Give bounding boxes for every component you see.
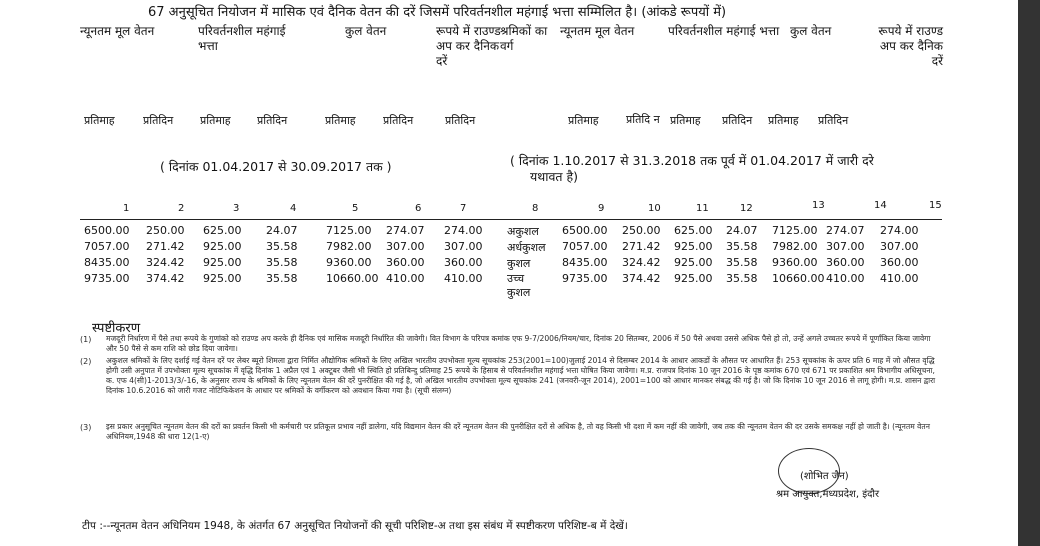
- worker-category-cell: अकुशल: [507, 225, 539, 238]
- table-cell: 10660.00: [772, 272, 825, 285]
- header-variable-da-right: परिवर्तनशील महंगाई भत्ता: [668, 24, 780, 38]
- table-cell: 360.00: [826, 256, 865, 269]
- table-cell: 9360.00: [772, 256, 818, 269]
- header-min-basic-wage-right: न्यूनतम मूल वेतन: [560, 24, 635, 38]
- worker-category-cell: उच्च कुशल: [507, 272, 531, 299]
- subheader-per-day: प्रतिदिन: [143, 114, 174, 127]
- note-1: मजदूरी निर्धारण में पैसे तथा रूपये के गुणांको को राउण्ड अप करके ही दैनिक एवं मासिक मजदूरी निर्धारित की जावेगी। वित विभाग के परिपत्र कमांक एफ 9-7/2006/नियम/चार, दिनांक 20 सितम्बर, 2006 में 50 पैसे अथवा उससे अधिक पैसे हो तो, उन्हें अगले उच्चतर रूपये में पूर्णांकित किया जावेगा और 50 पैसे से कम राशि को छोड दिया जावेगा।: [106, 334, 931, 353]
- table-cell: 360.00: [386, 256, 425, 269]
- column-number: 10: [648, 203, 661, 214]
- table-cell: 35.58: [726, 240, 758, 253]
- subheader-per-day: प्रतिदिन: [445, 114, 476, 127]
- document-title: 67 अनुसूचित नियोजन में मासिक एवं दैनिक वेतन की दरें जिसमें परिवर्तनशील महंगाई भत्ता सम्मिलित है। (आंकडे रूपयों में): [148, 5, 727, 20]
- note-marker: (2): [80, 357, 92, 366]
- subheader-per-month: प्रतिमाह: [768, 114, 799, 127]
- subheader-per-day: प्रतिदिन: [257, 114, 288, 127]
- worker-category-cell: कुशल: [507, 257, 531, 270]
- table-cell: 360.00: [444, 256, 483, 269]
- table-cell: 7057.00: [562, 240, 608, 253]
- subheader-per-day: प्रतिदि न: [626, 113, 660, 126]
- table-cell: 35.58: [266, 240, 298, 253]
- column-number: 2: [178, 203, 185, 214]
- table-cell: 7125.00: [772, 224, 818, 237]
- header-total-wage-left: कुल वेतन: [345, 24, 387, 38]
- period-right-line1: ( दिनांक 1.10.2017 से 31.3.2018 तक पूर्व में 01.04.2017 में जारी दरे: [510, 153, 874, 168]
- table-cell: 925.00: [203, 272, 242, 285]
- column-number: 13: [812, 200, 825, 211]
- table-cell: 7982.00: [772, 240, 818, 253]
- subheader-per-month: प्रतिमाह: [200, 114, 231, 127]
- table-cell: 925.00: [674, 256, 713, 269]
- header-min-basic-wage-left: न्यूनतम मूल वेतन: [80, 24, 155, 38]
- table-separator-line: [80, 219, 942, 220]
- table-cell: 925.00: [674, 240, 713, 253]
- footnote: टीप :--न्यूनतम वेतन अधिनियम 1948, के अंतर्गत 67 अनुसूचित नियोजनों की सूची परिशिष्ट-अ तथा इस संबंध में स्पष्टीकरण परिशिष्ट-ब में देखें।: [82, 520, 628, 532]
- column-number: 9: [598, 203, 605, 214]
- header-worker-category: श्रमिकों का वर्ग: [500, 24, 548, 53]
- subheader-per-month: प्रतिमाह: [325, 114, 356, 127]
- table-cell: 307.00: [880, 240, 919, 253]
- period-right-line2: यथावत है): [530, 169, 579, 184]
- table-cell: 925.00: [203, 240, 242, 253]
- scan-edge: [1018, 0, 1040, 546]
- table-cell: 9360.00: [326, 256, 372, 269]
- table-cell: 625.00: [203, 224, 242, 237]
- table-cell: 324.42: [146, 256, 185, 269]
- note-marker: (3): [80, 423, 92, 432]
- table-cell: 7125.00: [326, 224, 372, 237]
- table-cell: 410.00: [444, 272, 483, 285]
- table-cell: 324.42: [622, 256, 661, 269]
- column-number: 1: [123, 203, 130, 214]
- subheader-per-month: प्रतिमाह: [84, 114, 115, 127]
- worker-category-cell: अर्धकुशल: [507, 241, 546, 254]
- column-number: 8: [532, 203, 539, 214]
- table-cell: 250.00: [622, 224, 661, 237]
- table-cell: 8435.00: [84, 256, 130, 269]
- table-cell: 24.07: [266, 224, 298, 237]
- subheader-per-day: प्रतिदिन: [818, 114, 849, 127]
- table-cell: 274.07: [826, 224, 865, 237]
- table-cell: 410.00: [826, 272, 865, 285]
- column-number: 11: [696, 203, 709, 214]
- column-number: 3: [233, 203, 240, 214]
- table-cell: 307.00: [444, 240, 483, 253]
- table-cell: 274.07: [386, 224, 425, 237]
- header-total-wage-right: कुल वेतन: [790, 24, 832, 38]
- table-cell: 925.00: [674, 272, 713, 285]
- table-cell: 7982.00: [326, 240, 372, 253]
- column-number: 14: [874, 200, 887, 211]
- table-cell: 271.42: [622, 240, 661, 253]
- notes-heading: स्पष्टीकरण: [92, 321, 141, 336]
- column-number: 4: [290, 203, 297, 214]
- signature-name: (शोभित जैन): [800, 471, 849, 482]
- header-roundup-daily-left: रूपये में राउण्ड अप कर दैनिक दरें: [436, 24, 501, 68]
- header-roundup-daily-right: रूपये में राउण्ड अप कर दैनिक दरें: [878, 24, 943, 68]
- table-cell: 374.42: [146, 272, 185, 285]
- table-cell: 274.00: [880, 224, 919, 237]
- table-cell: 6500.00: [562, 224, 608, 237]
- table-cell: 35.58: [726, 256, 758, 269]
- subheader-per-month: प्रतिमाह: [568, 114, 599, 127]
- table-cell: 250.00: [146, 224, 185, 237]
- table-cell: 35.58: [266, 272, 298, 285]
- period-left: ( दिनांक 01.04.2017 से 30.09.2017 तक ): [160, 159, 392, 174]
- table-cell: 9735.00: [562, 272, 608, 285]
- table-cell: 625.00: [674, 224, 713, 237]
- table-cell: 35.58: [266, 256, 298, 269]
- header-variable-da-left: परिवर्तनशील महंगाई भत्ता: [198, 24, 286, 53]
- table-cell: 24.07: [726, 224, 758, 237]
- subheader-per-month: प्रतिमाह: [670, 114, 701, 127]
- table-cell: 10660.00: [326, 272, 379, 285]
- table-cell: 360.00: [880, 256, 919, 269]
- table-cell: 307.00: [826, 240, 865, 253]
- table-cell: 6500.00: [84, 224, 130, 237]
- subheader-per-day: प्रतिदिन: [722, 114, 753, 127]
- table-cell: 307.00: [386, 240, 425, 253]
- note-marker: (1): [80, 335, 92, 344]
- table-cell: 35.58: [726, 272, 758, 285]
- signature-title: श्रम आयुक्त,मध्यप्रदेश, इंदौर: [776, 489, 880, 500]
- column-number: 6: [415, 203, 422, 214]
- note-2: अकुशल श्रमिकों के लिए दर्शाई गई वेतन दरें पर लेबर ब्यूरो शिमला द्वारा निर्मित औद्योगिक श्रमिकों के लिए अखिल भारतीय उपभोक्ता मूल्य सूचकांक 253(2001=100)जुलाई 2014 से दिसम्बर 2014 के आधार आकडों के औसत पर आधारित हैं। 253 सूचकांक के ऊपर प्रति 6 माह में जो औसत वृद्धि होगी उसी अनुपात में उपभोक्ता मूल्य सूचकांक में वृद्धि दिनांक 1 अप्रैल एवं 1 अक्टूबर जैसी भी स्थिति हो प्रतिबिन्दु प्रतिमाह 25 रूपये के हिसाब से परिवर्तनशील महंगाई भत्ता घोषित किया जावेगा। म.प्र. राजपत्र दिनांक 10 जून 2016 के पृष्ठ कमांक 670 एवं 671 पर प्रकाशित श्रम विभागीय अधिसूचना, क. एफ 4(सी)1-2013/3/-16, के अनुसार राज्य के श्रमिकों के लिए न्यूनतम वेतन की दरें पुनरीक्षित की गई है, जो अखिल भारतीय उपभोक्ता मूल्य सूचकांक 241 (जनवरी-जून 2014), 2001=100 को आधार मानकर संबद्ध की गई है। जो कि दिनांक 10 जून 2016 से लागू होगी। म.प्र. शासन द्वारा दिनांक 10.6.2016 को जारी गजट नोटिफिकेशन के आधार पर श्रमिकों के वर्गीकरण को अवधान किया गया है। (सूची संलग्न): [106, 356, 936, 395]
- table-cell: 9735.00: [84, 272, 130, 285]
- table-cell: 410.00: [386, 272, 425, 285]
- table-cell: 7057.00: [84, 240, 130, 253]
- table-cell: 925.00: [203, 256, 242, 269]
- table-cell: 274.00: [444, 224, 483, 237]
- column-number: 12: [740, 203, 753, 214]
- subheader-per-day: प्रतिदिन: [383, 114, 414, 127]
- note-3: इस प्रकार अनुसूचित न्यूनतम वेतन की दरों का प्रवर्तन किसी भी कर्मचारी पर प्रतिकूल प्रभाव नहीं डालेगा, यदि विद्यमान वेतन की दरें न्यूनतम वेतन की पुनरीक्षित दरों से अधिक है, तो वह किसी भी दशा में कम नहीं की जावेगी, जब तक की न्यूनतम वेतन की दर उसके समकक्ष नहीं हो जाती है। (न्यूनतम वेतन अधिनियम,1948 की धारा 12(1-ए): [106, 422, 930, 441]
- column-number: 5: [352, 203, 359, 214]
- column-number: 15: [929, 200, 942, 211]
- table-cell: 410.00: [880, 272, 919, 285]
- table-cell: 374.42: [622, 272, 661, 285]
- table-cell: 271.42: [146, 240, 185, 253]
- column-number: 7: [460, 203, 467, 214]
- table-cell: 8435.00: [562, 256, 608, 269]
